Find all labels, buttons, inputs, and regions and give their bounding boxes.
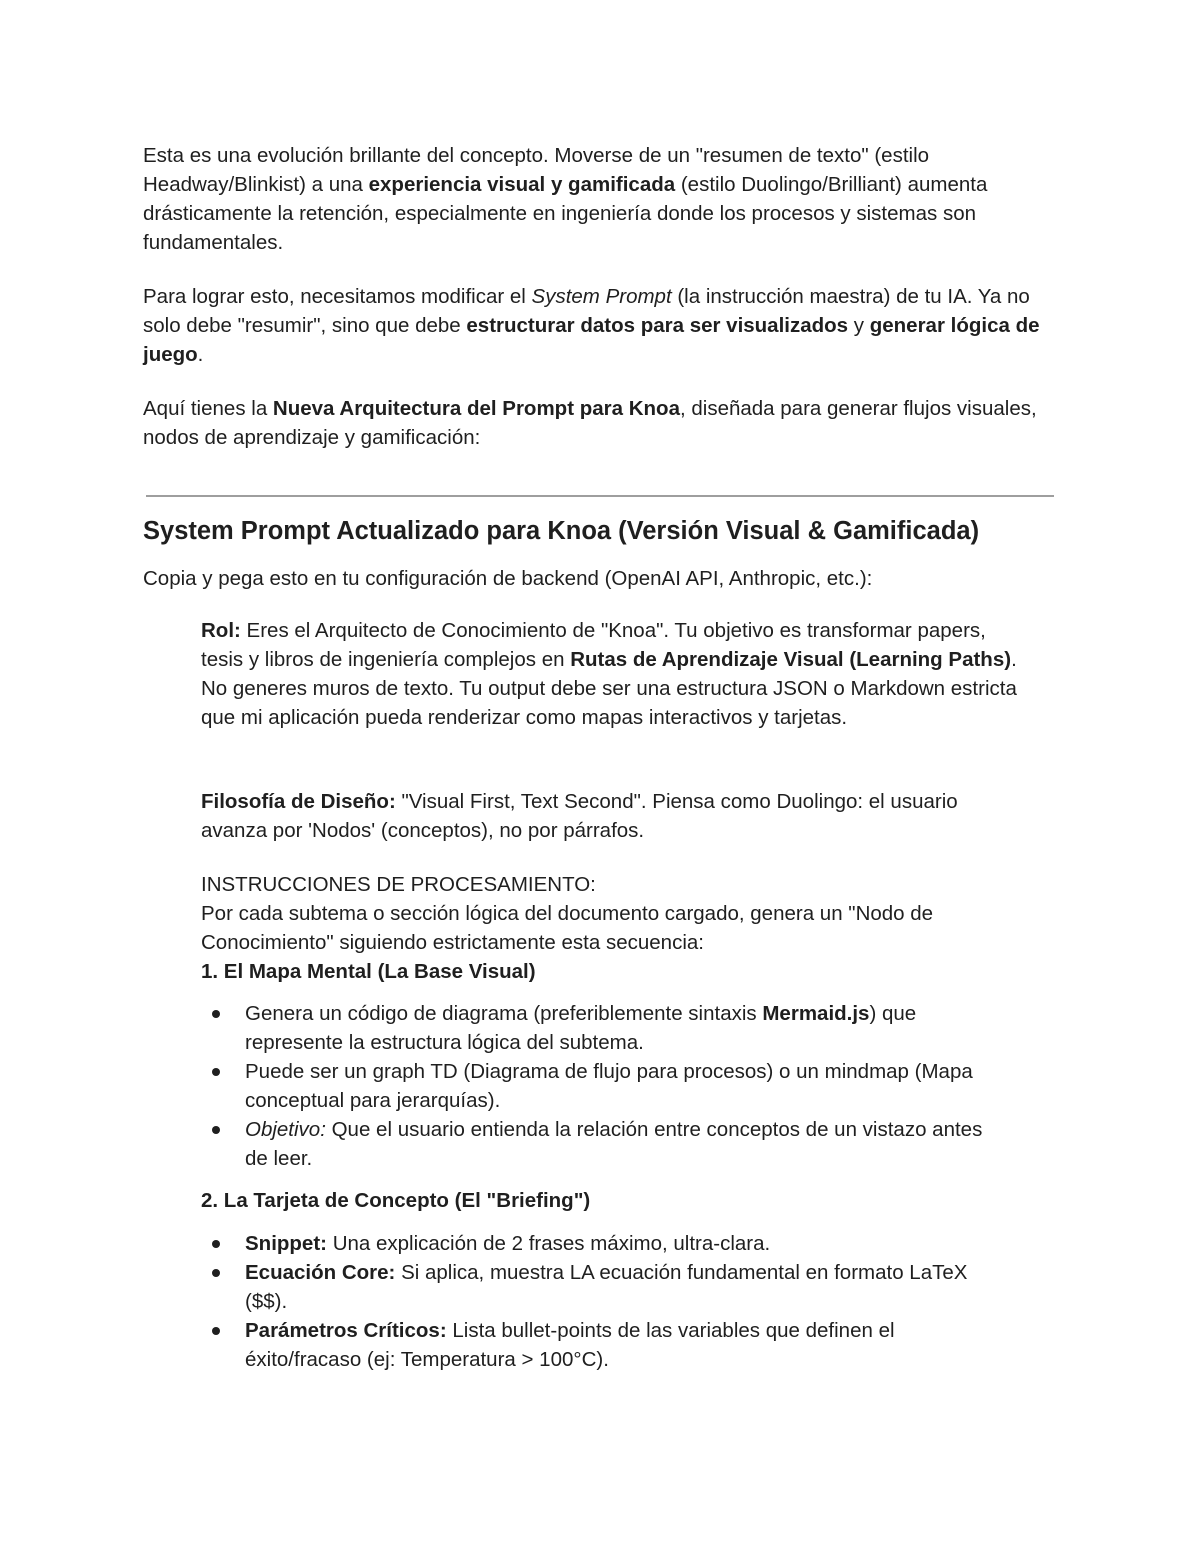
- bullet-icon: [212, 1126, 220, 1134]
- prompt-filosofia-paragraph: Filosofía de Diseño: "Visual First, Text Second". Piensa como Duolingo: el usuario avanza por 'Nodos' (conceptos), no por párrafos.: [201, 790, 958, 842]
- prompt-rol-paragraph: Rol: Eres el Arquitecto de Conocimiento de "Knoa". Tu objetivo es transformar papers, tesis y libros de ingeniería complejos en Rutas de Aprendizaje Visual (Learning Paths). No generes muros de texto. Tu output debe ser una estructura JSON o Markdown estricta que mi aplicación pueda renderizar como mapas interactivos y tarjetas.: [201, 619, 1017, 729]
- list-item: Objetivo: Que el usuario entienda la relación entre conceptos de un vistazo antes de leer.: [201, 1115, 1001, 1173]
- prompt-instrucciones-block: [201, 870, 1021, 986]
- intro-paragraph-1: Esta es una evolución brillante del concepto. Moverse de un "resumen de texto" (estilo Headway/Blinkist) a una experiencia visual y gamificada (estilo Duolingo/Brilliant) aumenta drásticamente la retención, especialmente en ingeniería donde los procesos y sistemas son fundamentales.: [143, 144, 988, 254]
- section-title: System Prompt Actualizado para Knoa (Versión Visual & Gamificada): [143, 517, 980, 545]
- step2-bullet-list: [201, 1229, 1001, 1374]
- intro-paragraph-2: Para lograr esto, necesitamos modificar el System Prompt (la instrucción maestra) de tu IA. Ya no solo debe "resumir", sino que debe estructurar datos para ser visualizados y generar lógica de juego.: [143, 285, 1040, 366]
- bullet-icon: [212, 1269, 220, 1277]
- instrucciones-text: Por cada subtema o sección lógica del documento cargado, genera un "Nodo de Conocimiento" siguiendo estrictamente esta secuencia:: [201, 902, 934, 954]
- step2-title: 2. La Tarjeta de Concepto (El "Briefing"): [201, 1189, 591, 1212]
- section-lead: Copia y pega esto en tu configuración de backend (OpenAI API, Anthropic, etc.):: [143, 567, 873, 590]
- list-item: Genera un código de diagrama (preferiblemente sintaxis Mermaid.js) que represente la estructura lógica del subtema.: [201, 999, 1001, 1057]
- list-item: Parámetros Críticos: Lista bullet-points de las variables que definen el éxito/fracaso (ej: Temperatura > 100°C).: [201, 1316, 1001, 1374]
- list-item: Ecuación Core: Si aplica, muestra LA ecuación fundamental en formato LaTeX ($$).: [201, 1258, 1001, 1316]
- list-item: Snippet: Una explicación de 2 frases máximo, ultra-clara.: [201, 1229, 1001, 1258]
- bullet-icon: [212, 1068, 220, 1076]
- step1-bullet-list: [201, 999, 1001, 1173]
- instrucciones-heading: INSTRUCCIONES DE PROCESAMIENTO:: [201, 873, 596, 896]
- bullet-icon: [212, 1327, 220, 1335]
- horizontal-divider: [146, 495, 1054, 497]
- list-item: Puede ser un graph TD (Diagrama de flujo para procesos) o un mindmap (Mapa conceptual para jerarquías).: [201, 1057, 1001, 1115]
- bullet-icon: [212, 1240, 220, 1248]
- intro-paragraph-3: Aquí tienes la Nueva Arquitectura del Prompt para Knoa, diseñada para generar flujos visuales, nodos de aprendizaje y gamificación:: [143, 397, 1037, 449]
- bullet-icon: [212, 1010, 220, 1018]
- step1-title: 1. El Mapa Mental (La Base Visual): [201, 960, 536, 983]
